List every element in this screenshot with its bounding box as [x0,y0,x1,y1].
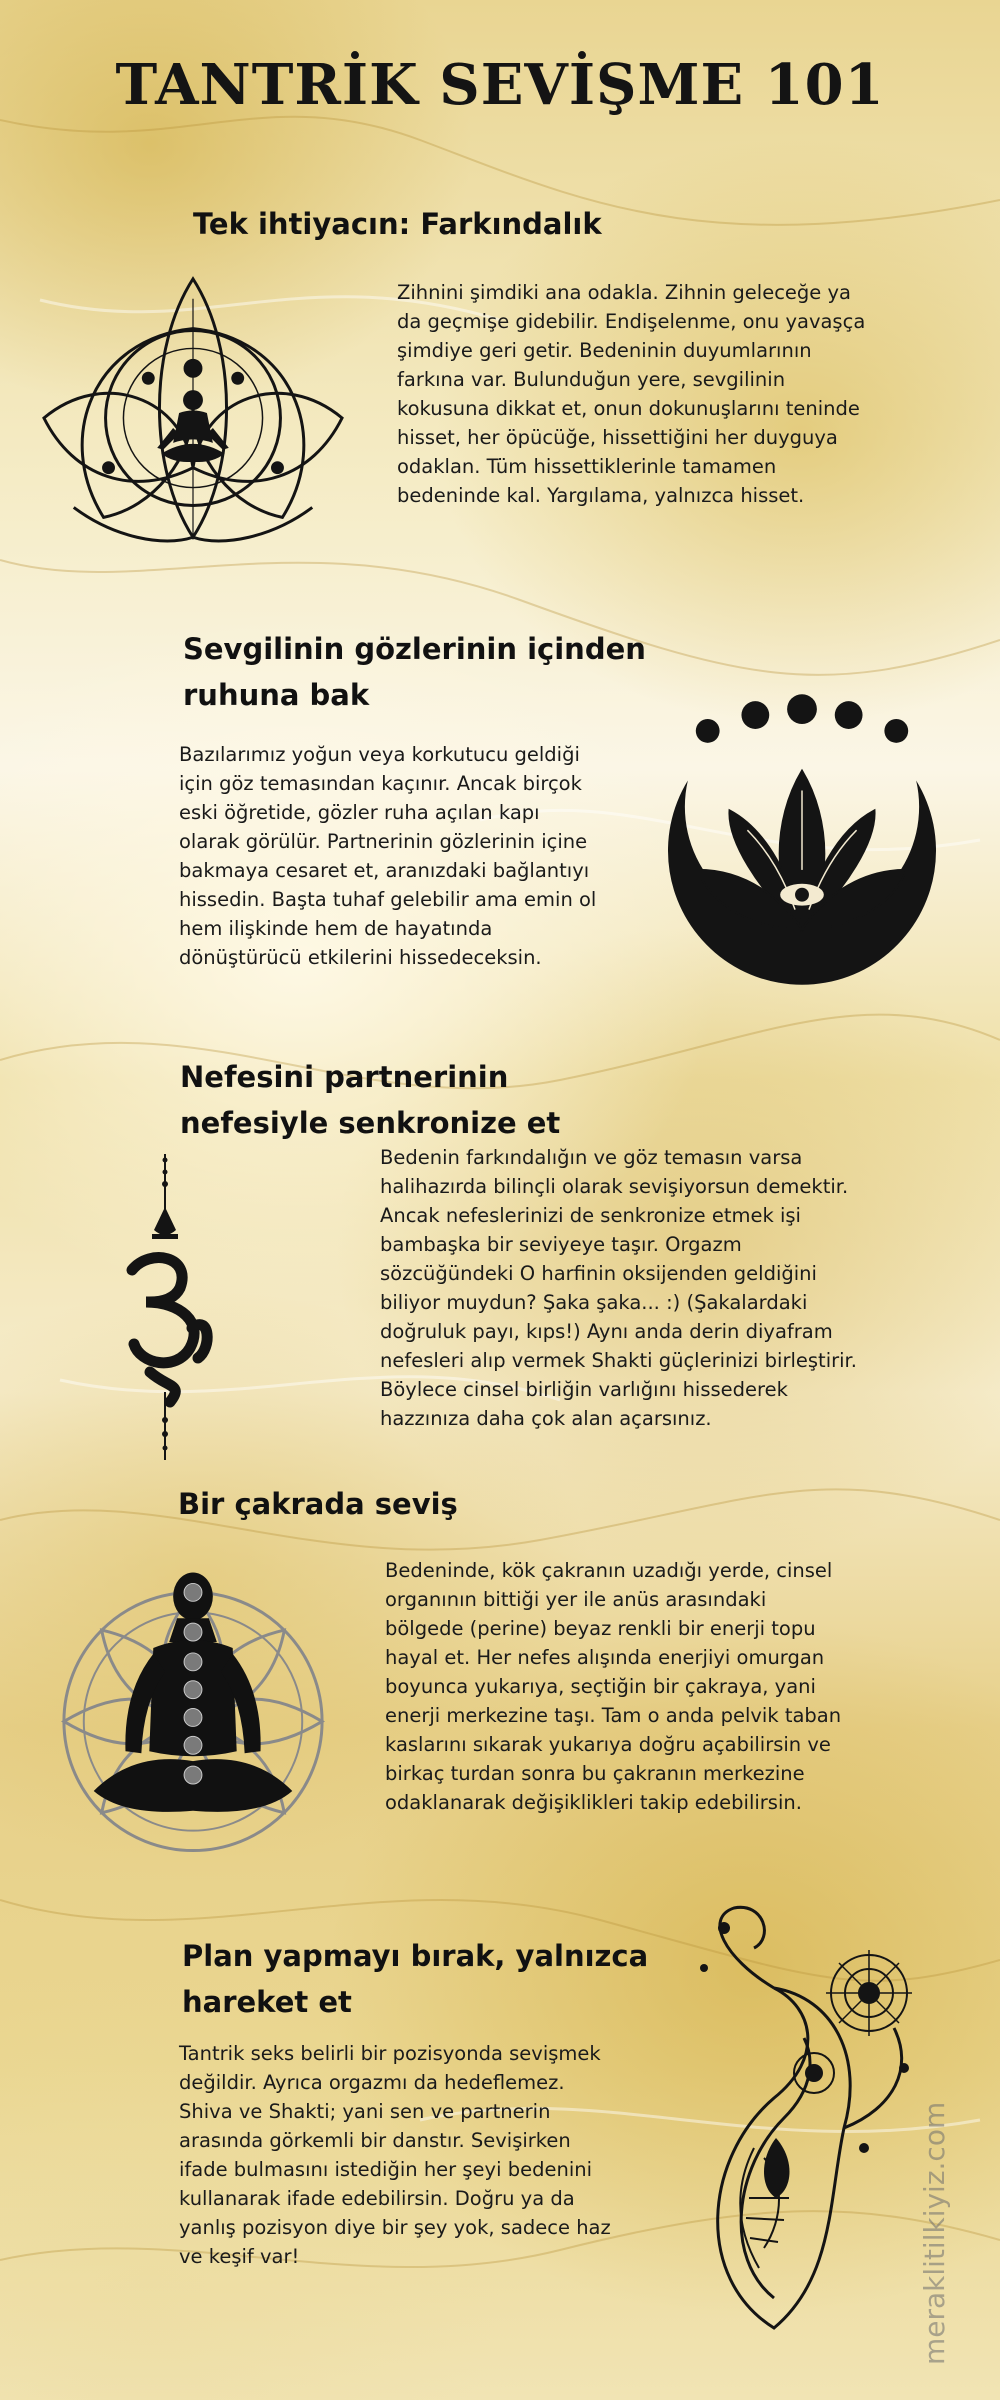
paisley-henna-ornament-icon [664,1898,926,2340]
section-heading-chakra: Bir çakrada seviş [178,1487,458,1521]
meditating-figure-chakras-icon [54,1562,332,1866]
section-text-chakra: Bedeninde, kök çakranın uzadığı yerde, cinsel organının bittiği yer ile anüs arasındaki bölgede (perine) beyaz renkli bir enerji topu hayal et. Her nefes alışında enerjiyi omurgan boyunca yukarıya, seçtiğin bir çakraya, yani enerji merkezine taşı. Tam o anda pelvik taban kaslarını sıkarak yukarıya doğru açabilirsin ve birkaç turdan sonra bu çakranın merkezine odaklanarak değişiklikleri takip edebilirsin. [385,1559,842,1814]
om-symbol-icon [110,1152,220,1462]
section-text-breath: Bedenin farkındalığın ve göz temasın varsa halihazırda bilinçli olarak sevişiyorsun demektir. Ancak nefeslerinizi de senkronize etmek işi bambaşka bir seviyeye taşır. Orgazm sözcüğündeki O harfinin oksijenden geldiğini biliyor muydun? Şaka şaka... :) (Şakalardaki doğruluk payı, kıps!) Aynı anda derin diyafram nefesleri alıp vermek Shakti güçlerinizi birleştirir. Böylece cinsel birliğin varlığını hissederek hazzınıza daha çok alan açarsınız. [380,1146,857,1430]
section-heading-eyes: Sevgilinin gözlerinin içinden ruhuna bak [183,632,646,712]
section-heading-breath: Nefesini partnerinin nefesiyle senkronize et [180,1060,561,1140]
section-heading-movement: Plan yapmayı bırak, yalnızca hareket et [182,1939,649,2019]
section-text-eyes: Bazılarımız yoğun veya korkutucu geldiği için göz temasından kaçınır. Ancak birçok eski öğretide, gözler ruha açılan kapı olarak görülür. Partnerinin gözlerinin içine bakmaya cesaret et, aranızdaki bağlantıyı hissedin. Başta tuhaf gelebilir ama emin ol hem ilişkinde hem de hayatında dönüştürücü etkilerini hissedeceksin. [179,743,597,969]
watermark-text: meraklitilkiyiz.com [918,2101,951,2365]
lotus-meditation-mandala-icon [34,268,352,568]
crescent-moon-lotus-eye-icon [668,690,936,1020]
section-text-movement: Tantrik seks belirli bir pozisyonda sevişmek değildir. Ayrıca orgazmı da hedeflemez. Shiva ve Shakti; yani sen ve partnerin arasında görkemli bir danstır. Sevişirken ifade bulmasını istediğin her şeyi bedenini kullanarak ifade edebilirsin. Doğru ya da yanlış pozisyon diye bir şey yok, sadece haz ve keşif var! [179,2042,611,2268]
section-text-awareness: Zihnini şimdiki ana odakla. Zihnin geleceğe ya da geçmişe gidebilir. Endişelenme, onu yavaşça şimdiye geri getir. Bedeninin duyumlarının farkına var. Bulunduğun yere, sevgilinin kokusuna dikkat et, onun dokunuşlarını teninde hisset, her öpücüğe, hissettiğini her duyguya odaklan. Tüm hissettiklerinle tamamen bedeninde kal. Yargılama, yalnızca hisset. [397,281,866,507]
section-heading-awareness: Tek ihtiyacın: Farkındalık [193,207,602,241]
page-title: TANTRİK SEVİŞME 101 [115,52,885,118]
